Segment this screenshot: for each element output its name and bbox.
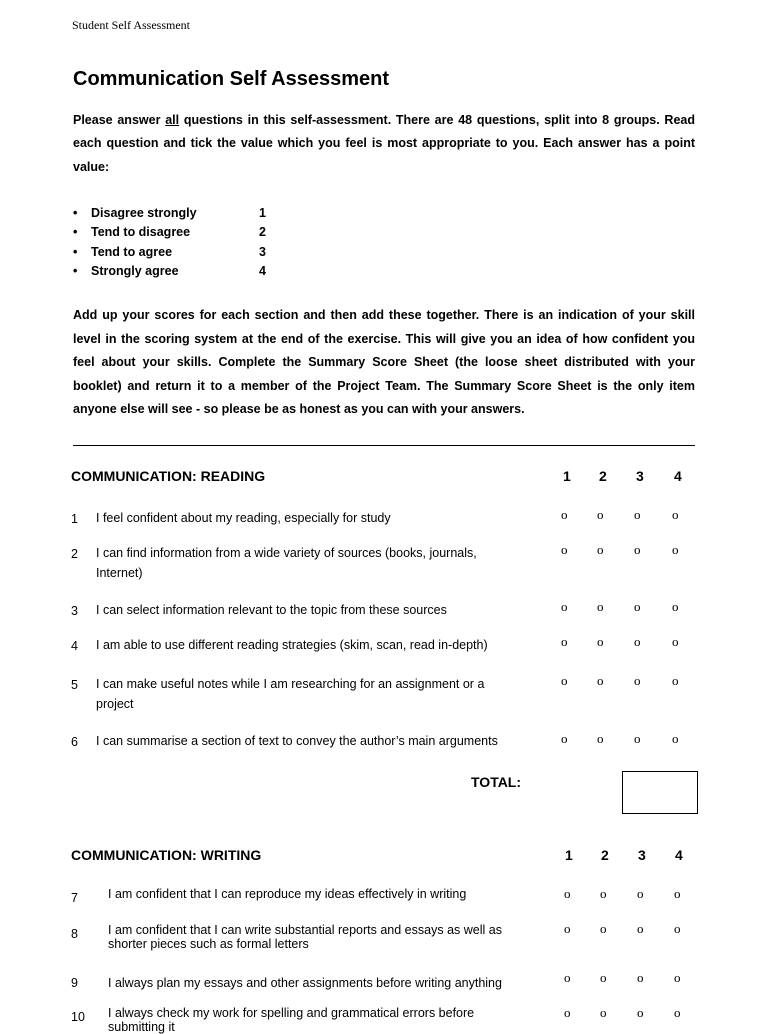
option-2-circle[interactable]: o bbox=[597, 599, 604, 614]
option-2-circle[interactable]: o bbox=[597, 673, 604, 688]
option-1-circle[interactable]: o bbox=[564, 970, 571, 985]
question-text: I can make useful notes while I am researching for an assignment or a project bbox=[96, 677, 485, 711]
column-header-4: 4 bbox=[675, 847, 683, 863]
option-4-circle[interactable]: o bbox=[672, 673, 679, 688]
column-header-3: 3 bbox=[638, 847, 646, 863]
option-4-circle[interactable]: o bbox=[672, 634, 679, 649]
scale-label: Strongly agree bbox=[91, 264, 179, 279]
page-title: Communication Self Assessment bbox=[73, 68, 390, 90]
option-2-circle[interactable]: o bbox=[600, 921, 607, 936]
bullet: • bbox=[73, 264, 78, 279]
question-text: I always check my work for spelling and grammatical errors before submitting it bbox=[108, 1006, 475, 1034]
question-text: I am able to use different reading strategies (skim, scan, read in-depth) bbox=[96, 638, 488, 652]
scale-value: 2 bbox=[259, 225, 266, 240]
question-number: 1 bbox=[71, 512, 78, 526]
option-3-circle[interactable]: o bbox=[637, 921, 644, 936]
intro-text-start: Please answer bbox=[73, 113, 166, 127]
option-1-circle[interactable]: o bbox=[561, 599, 568, 614]
option-4-circle[interactable]: o bbox=[672, 599, 679, 614]
total-score-box[interactable] bbox=[622, 771, 698, 814]
running-header: Student Self Assessment bbox=[72, 18, 191, 32]
option-3-circle[interactable]: o bbox=[634, 507, 641, 522]
question-text: I always plan my essays and other assignments before writing anything bbox=[108, 976, 502, 990]
option-4-circle[interactable]: o bbox=[674, 886, 681, 901]
scale-value: 4 bbox=[259, 264, 266, 279]
bullet: • bbox=[73, 225, 78, 240]
option-3-circle[interactable]: o bbox=[634, 634, 641, 649]
option-2-circle[interactable]: o bbox=[600, 886, 607, 901]
option-3-circle[interactable]: o bbox=[637, 970, 644, 985]
question-number: 6 bbox=[71, 735, 78, 749]
column-header-2: 2 bbox=[601, 847, 609, 863]
option-1-circle[interactable]: o bbox=[561, 634, 568, 649]
question-number: 3 bbox=[71, 604, 78, 618]
option-1-circle[interactable]: o bbox=[561, 731, 568, 746]
total-label: TOTAL: bbox=[471, 774, 522, 790]
question-text: I am confident that I can reproduce my ideas effectively in writing bbox=[108, 887, 467, 901]
scale-label: Tend to agree bbox=[91, 244, 173, 259]
question-text: I can find information from a wide variety of sources (books, journals, Internet) bbox=[96, 546, 477, 580]
option-3-circle[interactable]: o bbox=[634, 599, 641, 614]
intro-text-end: questions in this self-assessment. There are 48 questions, split into 8 groups. Read each question and tick the value which you feel is most appropriate to you. Each answer has a point value: bbox=[73, 113, 695, 174]
option-1-circle[interactable]: o bbox=[561, 673, 568, 688]
question-number: 8 bbox=[71, 927, 78, 941]
intro-emphasis: all bbox=[165, 113, 180, 127]
option-4-circle[interactable]: o bbox=[672, 507, 679, 522]
option-1-circle[interactable]: o bbox=[564, 886, 571, 901]
column-header-1: 1 bbox=[565, 847, 573, 863]
scale-label: Disagree strongly bbox=[91, 206, 197, 220]
reading-section-title: COMMUNICATION: READING bbox=[71, 468, 266, 484]
question-text: I am confident that I can write substantial reports and essays as well as shorter pieces such as formal letters bbox=[108, 923, 502, 951]
question-text: I feel confident about my reading, especially for study bbox=[96, 511, 391, 525]
option-2-circle[interactable]: o bbox=[600, 970, 607, 985]
option-2-circle[interactable]: o bbox=[597, 507, 604, 522]
option-1-circle[interactable]: o bbox=[564, 1005, 571, 1020]
column-header-2: 2 bbox=[599, 468, 607, 484]
option-3-circle[interactable]: o bbox=[634, 673, 641, 688]
option-2-circle[interactable]: o bbox=[597, 634, 604, 649]
question-number: 4 bbox=[71, 639, 78, 653]
question-number: 9 bbox=[71, 976, 78, 990]
option-4-circle[interactable]: o bbox=[672, 731, 679, 746]
scale-value: 1 bbox=[259, 206, 266, 220]
option-4-circle[interactable]: o bbox=[674, 1005, 681, 1020]
option-1-circle[interactable]: o bbox=[561, 507, 568, 522]
option-1-circle[interactable]: o bbox=[561, 542, 568, 557]
question-number: 7 bbox=[71, 891, 78, 905]
instructions-paragraph: Add up your scores for each section and then add these together. There is an indication of your skill level in the scoring system at the end of the exercise. This will give you an idea of how confident you feel about your skills. Complete the Summary Score Sheet (the loose sheet distributed with your booklet) and return it to a member of the Project Team. The Summary Score Sheet is the only item anyone else will see - so please be as honest as you can with your answers. bbox=[73, 308, 695, 416]
question-number: 10 bbox=[71, 1010, 85, 1024]
section-divider bbox=[73, 445, 695, 446]
intro-paragraph bbox=[73, 109, 695, 179]
column-header-1: 1 bbox=[563, 468, 571, 484]
bullet: • bbox=[73, 206, 78, 220]
option-4-circle[interactable]: o bbox=[674, 970, 681, 985]
option-3-circle[interactable]: o bbox=[637, 1005, 644, 1020]
option-2-circle[interactable]: o bbox=[597, 731, 604, 746]
column-header-3: 3 bbox=[636, 468, 644, 484]
option-1-circle[interactable]: o bbox=[564, 921, 571, 936]
option-4-circle[interactable]: o bbox=[674, 921, 681, 936]
option-2-circle[interactable]: o bbox=[597, 542, 604, 557]
option-3-circle[interactable]: o bbox=[637, 886, 644, 901]
option-3-circle[interactable]: o bbox=[634, 731, 641, 746]
option-4-circle[interactable]: o bbox=[672, 542, 679, 557]
option-3-circle[interactable]: o bbox=[634, 542, 641, 557]
column-header-4: 4 bbox=[674, 468, 682, 484]
question-number: 2 bbox=[71, 547, 78, 561]
option-2-circle[interactable]: o bbox=[600, 1005, 607, 1020]
writing-section-title: COMMUNICATION: WRITING bbox=[71, 847, 262, 863]
question-text: I can summarise a section of text to convey the author’s main arguments bbox=[96, 734, 498, 748]
scale-value: 3 bbox=[259, 244, 266, 259]
bullet: • bbox=[73, 244, 78, 259]
scale-label: Tend to disagree bbox=[91, 225, 191, 240]
question-text: I can select information relevant to the topic from these sources bbox=[96, 603, 447, 617]
question-number: 5 bbox=[71, 678, 78, 692]
